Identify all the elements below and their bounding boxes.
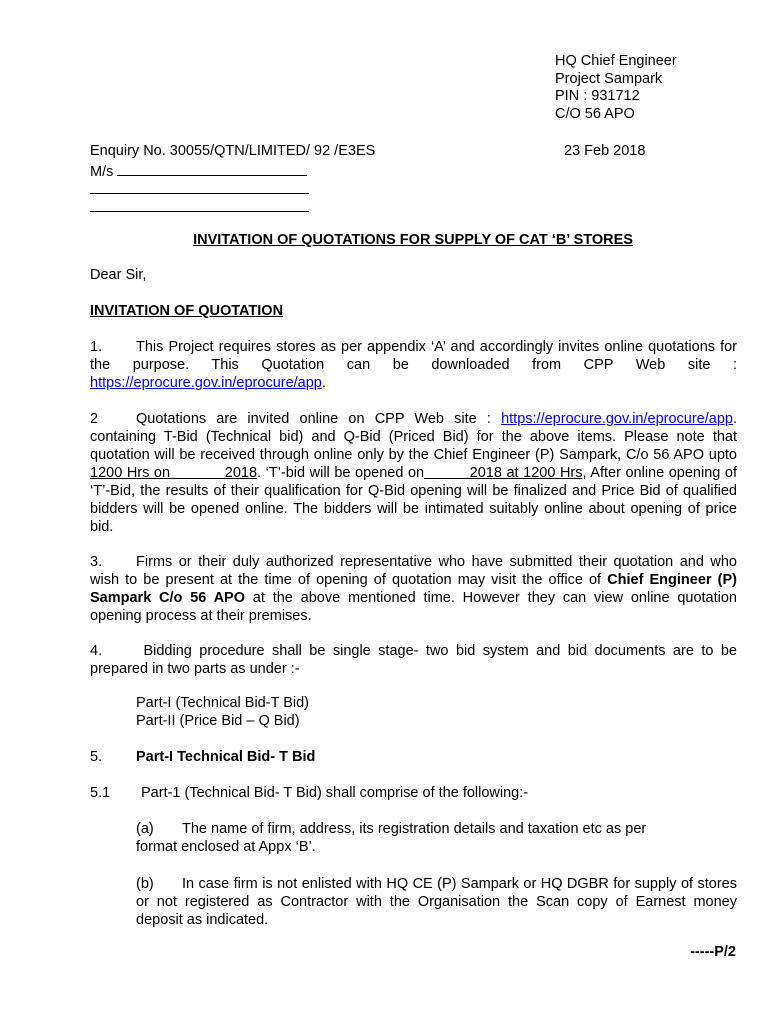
section-5-heading: Part-I Technical Bid- T Bid	[136, 749, 316, 765]
address-line: Project Sampark	[555, 70, 663, 87]
address-line: C/O 56 APO	[555, 105, 635, 122]
part-2-label: Part-II (Price Bid – Q Bid)	[136, 713, 300, 729]
section-5-1-number: 5.1	[90, 785, 111, 801]
item-a-text-continued: format enclosed at Appx ‘B’.	[136, 839, 316, 855]
paragraph-text: Bidding procedure shall be single stage- two bid system and bid documents are to be prepared in two parts as under :-	[90, 643, 737, 677]
paragraph-3	[90, 553, 737, 625]
document-title: INVITATION OF QUOTATIONS FOR SUPPLY OF CAT ‘B’ STORES	[193, 232, 633, 248]
item-a-label: (a)	[136, 821, 154, 837]
paragraph-4	[90, 642, 737, 678]
address-line: PIN : 931712	[555, 88, 640, 104]
item-b	[136, 875, 737, 929]
address-blank-line	[90, 193, 309, 194]
bid-opening-date: 2018 at 1200 Hrs	[424, 465, 583, 481]
eprocure-link[interactable]: https://eprocure.gov.in/eprocure/app	[90, 375, 322, 391]
section-5-1-text: Part-1 (Technical Bid- T Bid) shall comprise of the following:-	[141, 785, 529, 801]
page-continuation-marker: -----P/2	[690, 944, 736, 960]
paragraph-number: 3.	[90, 554, 103, 570]
ms-blank	[117, 161, 307, 176]
paragraph-number: 1.	[90, 339, 103, 355]
ms-label: M/s	[90, 164, 114, 180]
item-b-label: (b)	[136, 876, 154, 892]
enquiry-date: 23 Feb 2018	[564, 143, 646, 159]
paragraph-1	[90, 338, 737, 392]
section-5-number: 5.	[90, 749, 103, 765]
ms-line	[90, 161, 307, 180]
eprocure-link[interactable]: https://eprocure.gov.in/eprocure/app	[501, 411, 733, 427]
part-1-label: Part-I (Technical Bid-T Bid)	[136, 695, 309, 711]
paragraph-text: . ‘T’-bid will be opened on	[257, 465, 425, 481]
paragraph-text: Firms or their duly authorized representative who have submitted their quotation and who wish to be present at the time of opening of quotation may visit the office of	[90, 554, 737, 588]
paragraph-text: . containing T-Bid (Technical bid) and Q-Bid (Priced Bid) for the above items. Please note that quotation will be received through online only by the Chief Engineer (P) Sampark, C/o 56 APO upto	[90, 411, 737, 463]
paragraph-text: at the above mentioned time. However they can view online quotation opening process at their premises.	[90, 590, 738, 624]
item-a-text: The name of firm, address, its registration details and taxation etc as per	[182, 821, 647, 837]
paragraph-number: 4.	[90, 643, 103, 659]
address-line: HQ Chief Engineer	[555, 53, 677, 69]
paragraph-2	[90, 410, 737, 536]
sender-address	[555, 53, 677, 123]
paragraph-text: Quotations are invited online on CPP Web site :	[136, 411, 502, 427]
section-heading: INVITATION OF QUOTATION	[90, 303, 284, 319]
paragraph-text: This Project requires stores as per appendix ‘A’ and accordingly invites online quotations for the purpose. This Quotation can be downloaded from CPP Web site :	[90, 339, 737, 373]
paragraph-text: , After online opening of ‘T’-Bid, the results of their qualification for Q-Bid opening will be finalized and Price Bid of qualified bidders will be opened online. The bidders will be intimated suitably online about opening of price bid.	[90, 465, 737, 535]
salutation: Dear Sir,	[90, 267, 147, 283]
office-name: Chief Engineer (P) Sampark C/o 56 APO	[90, 572, 737, 606]
enquiry-number: Enquiry No. 30055/QTN/LIMITED/ 92 /E3ES	[90, 143, 376, 159]
bid-deadline: 1200 Hrs on 2018	[90, 465, 258, 481]
paragraph-text: .	[321, 375, 326, 391]
item-b-text: In case firm is not enlisted with HQ CE (P) Sampark or HQ DGBR for supply of stores or not registered as Contractor with the Organisation the Scan copy of Earnest money deposit as indicated.	[136, 876, 737, 928]
address-blank-line	[90, 211, 309, 212]
paragraph-number: 2	[90, 411, 99, 427]
